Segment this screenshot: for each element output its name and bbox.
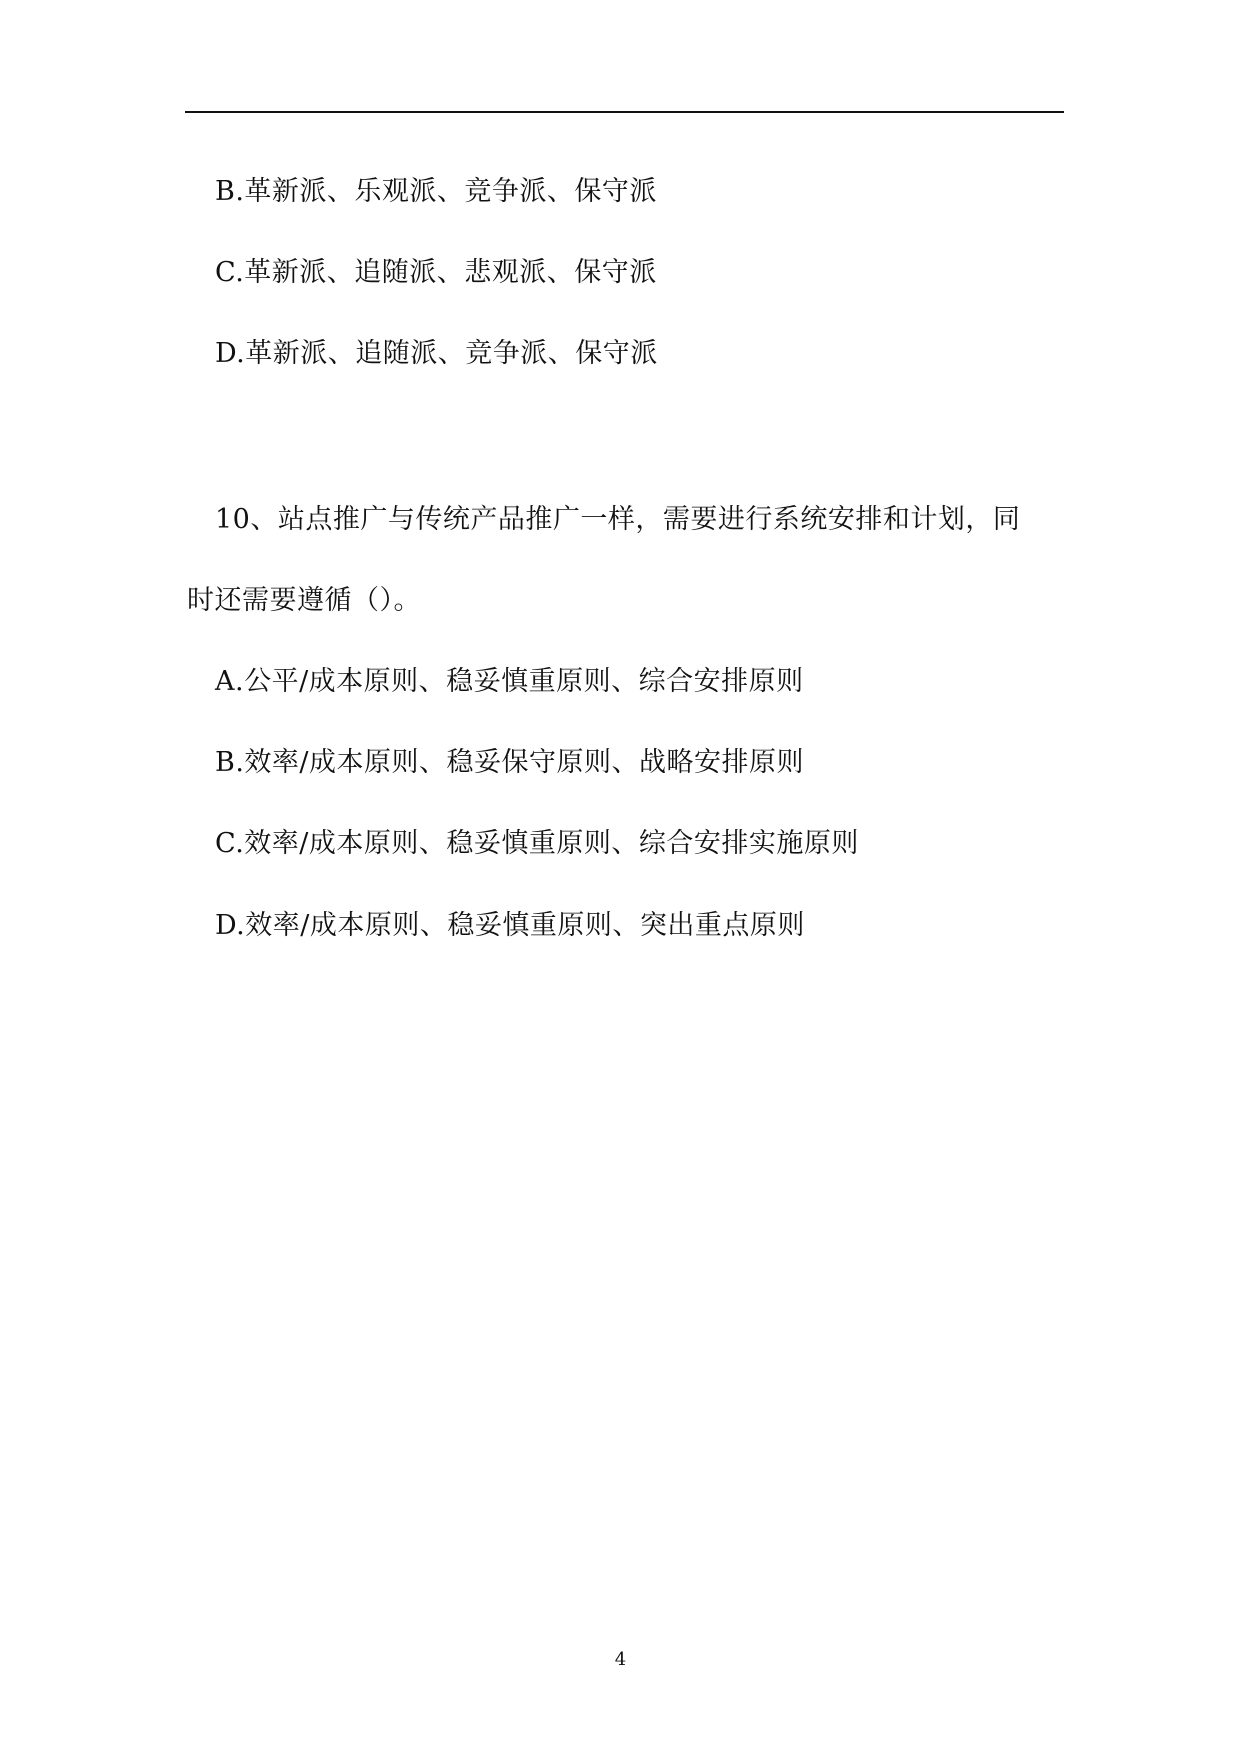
q9-option-d: D.革新派、追随派、竞争派、保守派 bbox=[215, 338, 658, 369]
q10-option-d: D.效率/成本原则、稳妥慎重原则、突出重点原则 bbox=[215, 910, 805, 941]
q10-stem-line1: 10、站点推广与传统产品推广一样，需要进行系统安排和计划，同 bbox=[215, 504, 1021, 535]
q10-option-a: A.公平/成本原则、稳妥慎重原则、综合安排原则 bbox=[215, 666, 804, 697]
header-rule bbox=[185, 111, 1064, 113]
q9-option-c: C.革新派、追随派、悲观派、保守派 bbox=[215, 257, 657, 288]
q9-option-b: B.革新派、乐观派、竞争派、保守派 bbox=[215, 176, 657, 207]
page-number: 4 bbox=[614, 1649, 627, 1670]
q10-stem-line2: 时还需要遵循（）。 bbox=[187, 585, 421, 616]
q10-option-b: B.效率/成本原则、稳妥保守原则、战略安排原则 bbox=[215, 747, 805, 778]
q10-option-c: C.效率/成本原则、稳妥慎重原则、综合安排实施原则 bbox=[215, 828, 859, 859]
